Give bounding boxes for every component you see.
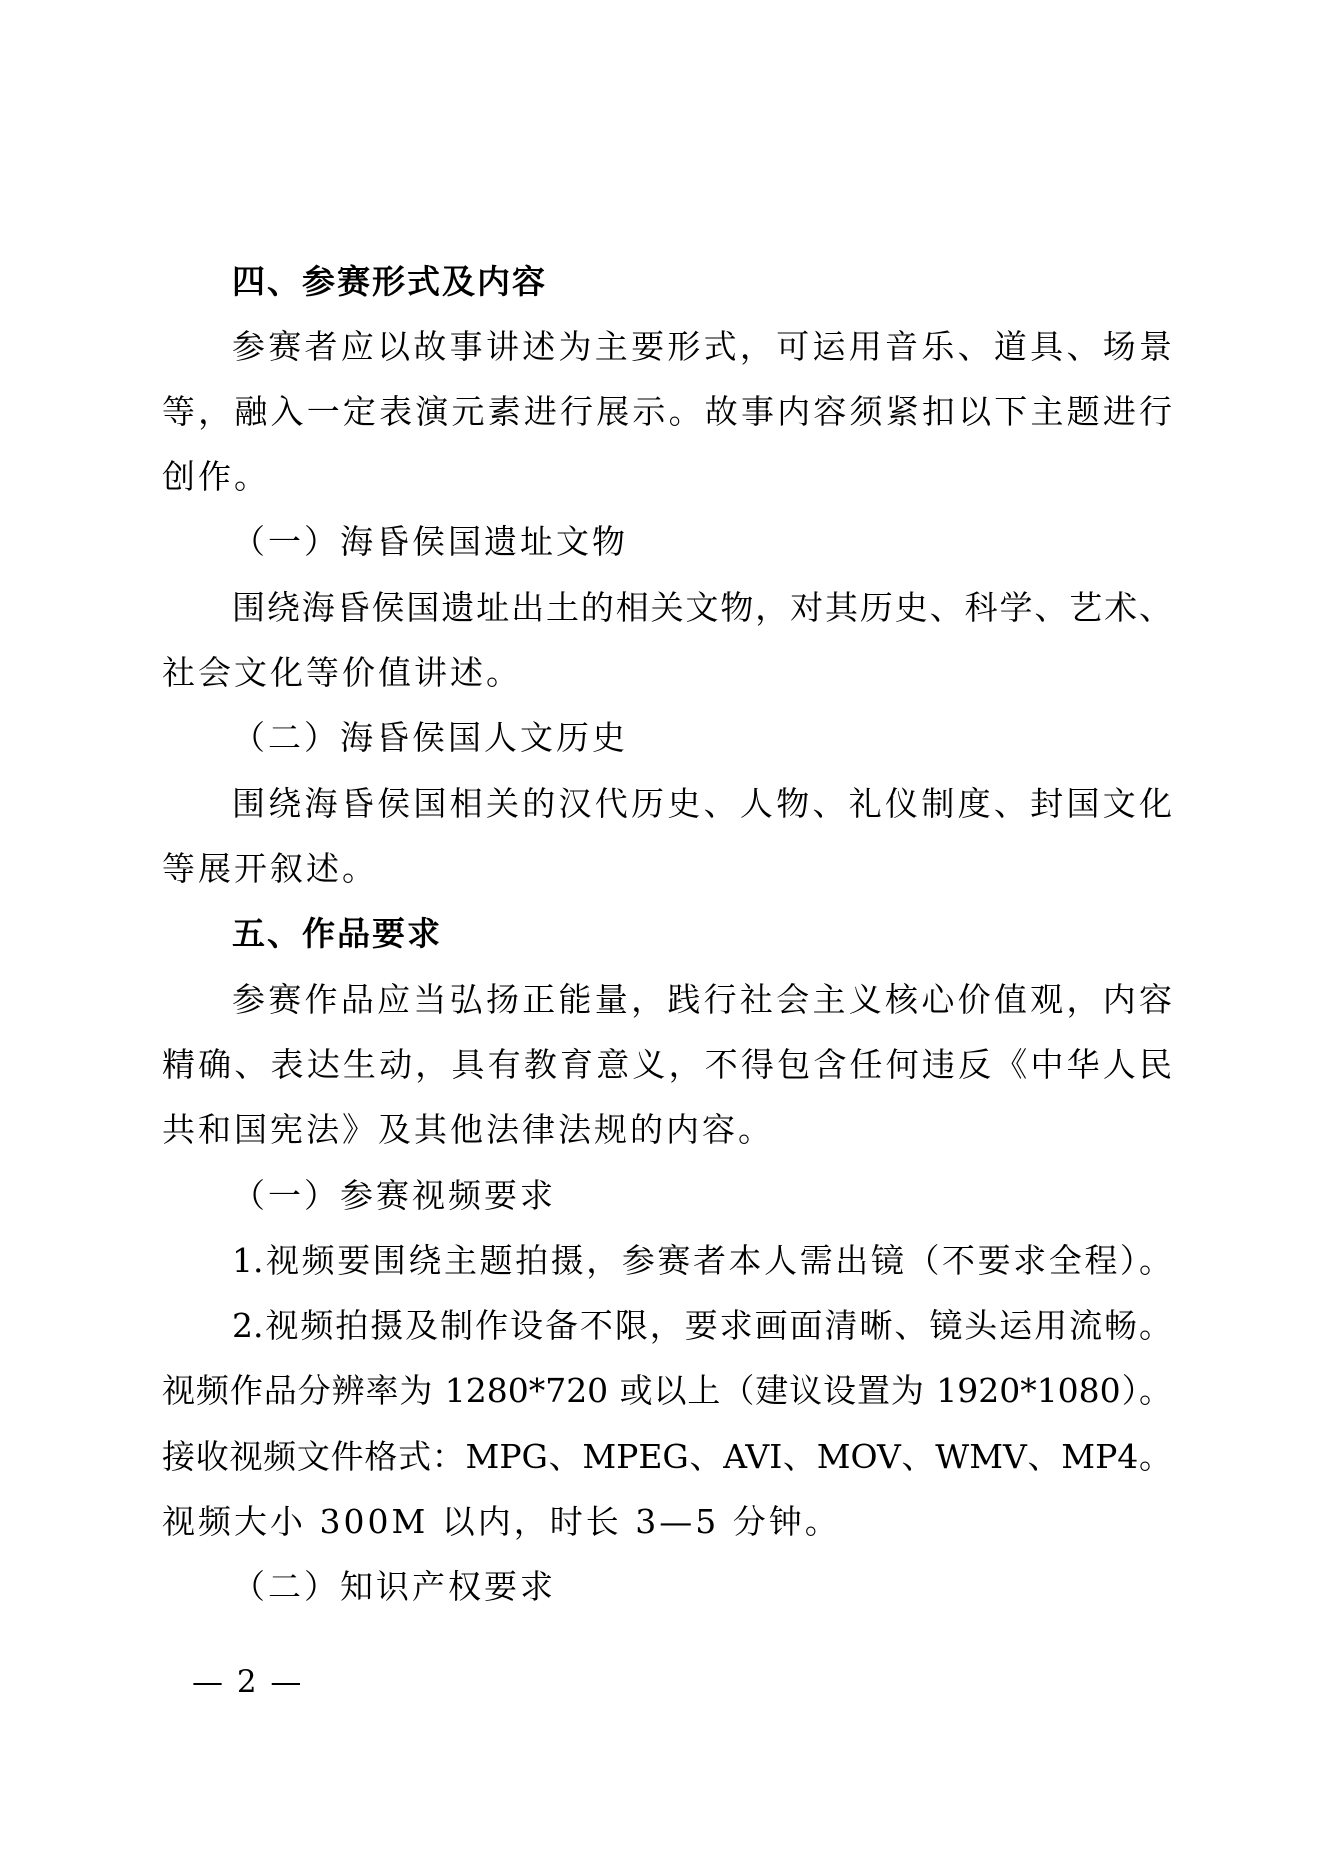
section4-sub1-line-1: 围绕海昏侯国遗址出土的相关文物，对其历史、科学、艺术、 [232,588,1172,627]
section4-heading: 四、参赛形式及内容 [232,262,547,301]
section5-sub1-line-4: 接收视频文件格式：MPG、MPEG、AVI、MOV、WMV、MP4。 [162,1437,1172,1476]
section5-intro-line-3: 共和国宪法》及其他法律法规的内容。 [162,1110,774,1149]
section4-sub2-line-1: 围绕海昏侯国相关的汉代历史、人物、礼仪制度、封国文化 [232,784,1172,823]
page-number: — 2 — [192,1664,304,1700]
section5-sub2-heading: （二）知识产权要求 [232,1567,556,1606]
section5-sub1-line-3: 视频作品分辨率为 1280*720 或以上（建议设置为 1920*1080）。 [162,1371,1172,1410]
section5-sub1-line-5: 视频大小 300M 以内，时长 3—5 分钟。 [162,1502,841,1541]
section5-sub1-heading: （一）参赛视频要求 [232,1176,556,1215]
section4-sub1-line-2: 社会文化等价值讲述。 [162,653,522,692]
section4-intro-line-1: 参赛者应以故事讲述为主要形式，可运用音乐、道具、场景 [232,327,1172,366]
section5-sub1-line-2: 2.视频拍摄及制作设备不限，要求画面清晰、镜头运用流畅。 [232,1306,1172,1345]
section5-heading: 五、作品要求 [232,914,442,953]
section5-sub1-line-1: 1.视频要围绕主题拍摄，参赛者本人需出镜（不要求全程）。 [232,1241,1172,1280]
section4-intro-line-2: 等，融入一定表演元素进行展示。故事内容须紧扣以下主题进行 [162,392,1172,431]
section5-intro-line-1: 参赛作品应当弘扬正能量，践行社会主义核心价值观，内容 [232,980,1172,1019]
section4-sub1-heading: （一）海昏侯国遗址文物 [232,522,628,561]
section4-intro-line-3: 创作。 [162,457,270,496]
section5-intro-line-2: 精确、表达生动，具有教育意义，不得包含任何违反《中华人民 [162,1045,1172,1084]
section4-sub2-heading: （二）海昏侯国人文历史 [232,718,628,757]
section4-sub2-line-2: 等展开叙述。 [162,849,378,888]
